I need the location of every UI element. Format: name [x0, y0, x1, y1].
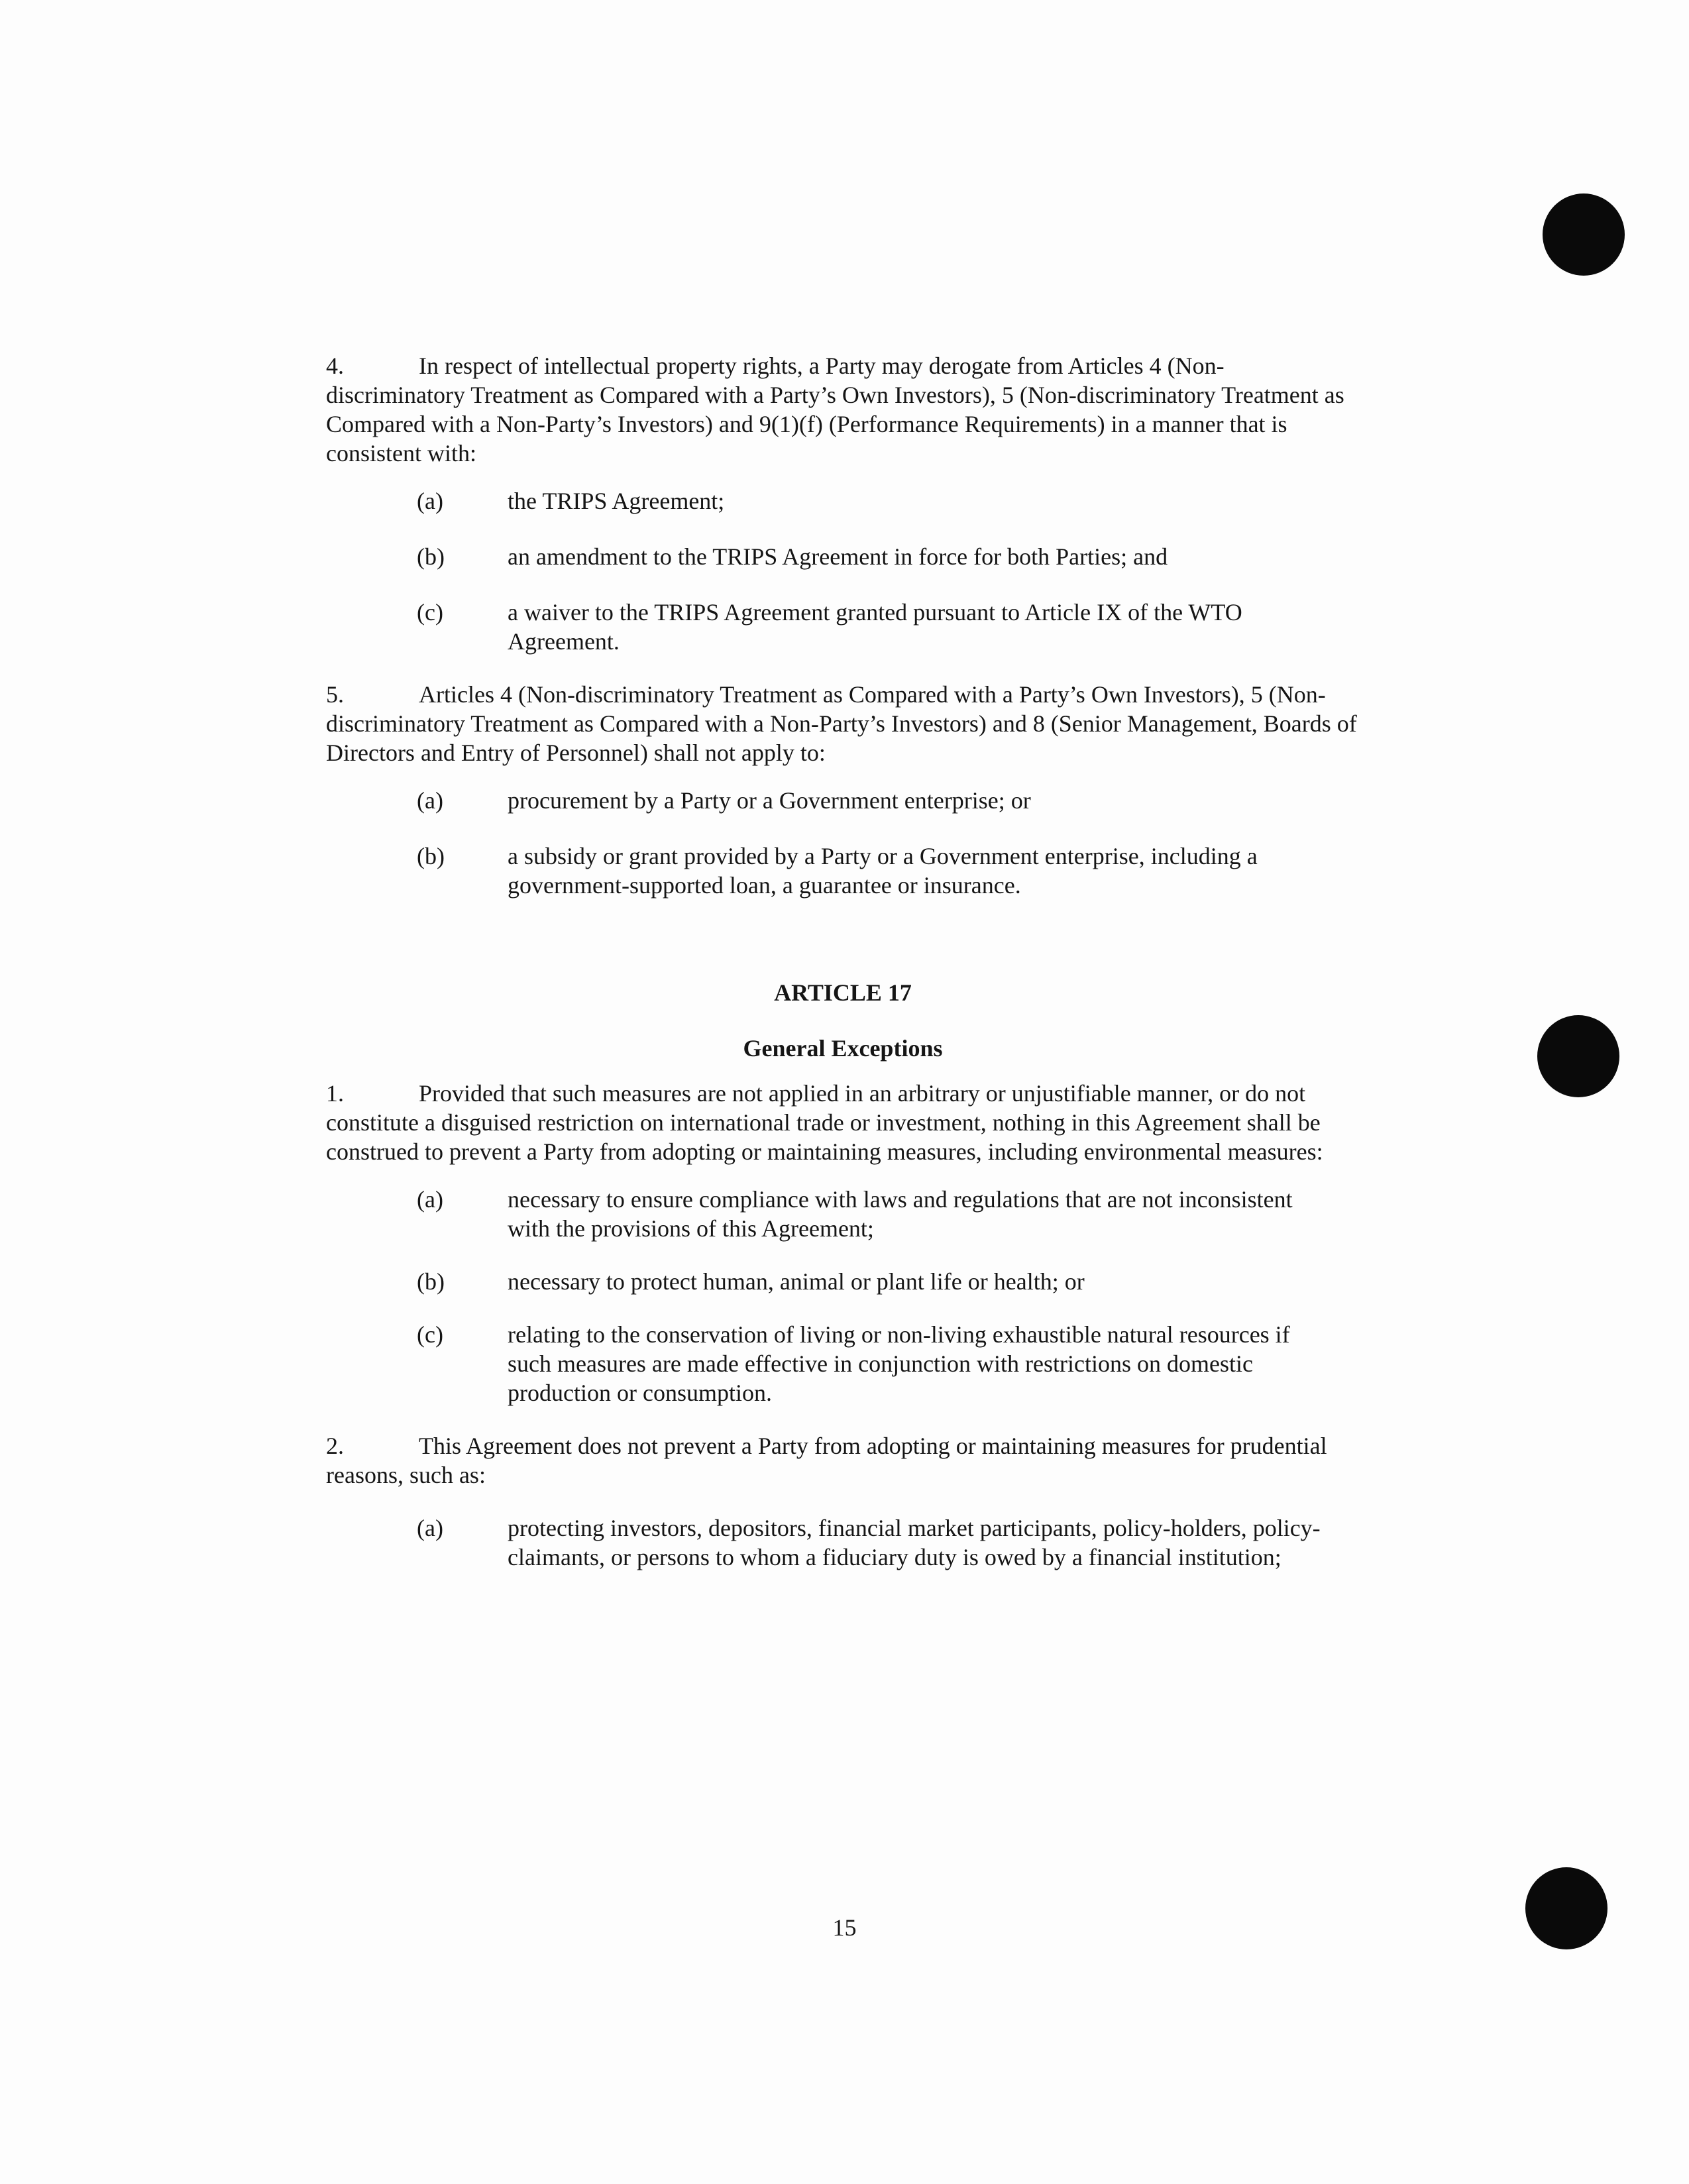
item-letter: (a) [417, 488, 443, 514]
article-section-2-list [326, 1513, 1360, 1572]
section-5-paragraph [326, 680, 1360, 767]
list-item [326, 486, 1360, 516]
punch-hole-top [1543, 193, 1625, 276]
item-letter: (a) [417, 787, 443, 814]
section-number: 1. [326, 1080, 344, 1107]
item-letter: (b) [417, 843, 445, 869]
section-5-list [326, 786, 1360, 900]
item-text: the TRIPS Agreement; [508, 488, 725, 514]
item-text: a waiver to the TRIPS Agreement granted pursuant to Article IX of the WTO Agreement. [508, 599, 1242, 655]
article-section-2-paragraph [326, 1431, 1360, 1490]
article-section-1-list [326, 1185, 1360, 1407]
item-text: necessary to protect human, animal or plant life or health; or [508, 1268, 1085, 1295]
section-4-paragraph [326, 351, 1360, 468]
item-text: protecting investors, depositors, financial market participants, policy-holders, policy-claimants, or persons to whom a fiduciary duty is owed by a financial institution; [508, 1515, 1321, 1570]
list-item [326, 842, 1360, 900]
list-item [326, 1513, 1360, 1572]
list-item [326, 1320, 1360, 1407]
section-number: 5. [326, 681, 344, 708]
article-number-heading: ARTICLE 17 [774, 979, 912, 1006]
list-item [326, 1185, 1360, 1243]
section-number: 2. [326, 1433, 344, 1459]
item-text: procurement by a Party or a Government enterprise; or [508, 787, 1031, 814]
section-text: In respect of intellectual property rights, a Party may derogate from Articles 4 (Non-discriminatory Treatment as Compared with a Party’s Own Investors), 5 (Non-discriminatory Treatment as Compared with a Non-Party’s Investors) and 9(1)(f) (Performance Requirements) in a manner that is consistent with: [326, 353, 1344, 466]
item-text: a subsidy or grant provided by a Party or a Government enterprise, including a government-supported loan, a guarantee or insurance. [508, 843, 1258, 899]
item-letter: (b) [417, 1268, 445, 1295]
item-text: necessary to ensure compliance with laws and regulations that are not inconsistent with the provisions of this Agreement; [508, 1186, 1293, 1242]
section-text: Provided that such measures are not applied in an arbitrary or unjustifiable manner, or do not constitute a disguised restriction on international trade or investment, nothing in this Agreement shall be construed to prevent a Party from adopting or maintaining measures, including environmental measures: [326, 1080, 1323, 1165]
list-item [326, 786, 1360, 815]
page-number: 15 [832, 1914, 857, 1941]
section-4-list [326, 486, 1360, 656]
item-text: an amendment to the TRIPS Agreement in force for both Parties; and [508, 543, 1168, 570]
punch-hole-middle [1537, 1015, 1619, 1097]
item-letter: (a) [417, 1515, 443, 1541]
item-letter: (b) [417, 543, 445, 570]
article-title-heading: General Exceptions [743, 1035, 943, 1062]
item-letter: (c) [417, 1321, 443, 1348]
item-letter: (c) [417, 599, 443, 626]
document-body [326, 351, 1360, 1572]
list-item [326, 1267, 1360, 1296]
list-item [326, 542, 1360, 571]
section-text: Articles 4 (Non-discriminatory Treatment as Compared with a Party’s Own Investors), 5 (Non-discriminatory Treatment as Compared with a Non-Party’s Investors) and 8 (Senior Management, Boards of Directors and Entry of Personnel) shall not apply to: [326, 681, 1357, 766]
item-text: relating to the conservation of living or non-living exhaustible natural resources if such measures are made effective in conjunction with restrictions on domestic production or consumption. [508, 1321, 1290, 1406]
list-item [326, 598, 1360, 656]
section-number: 4. [326, 353, 344, 379]
article-section-1-paragraph [326, 1079, 1360, 1166]
section-text: This Agreement does not prevent a Party from adopting or maintaining measures for prudential reasons, such as: [326, 1433, 1327, 1488]
item-letter: (a) [417, 1186, 443, 1213]
